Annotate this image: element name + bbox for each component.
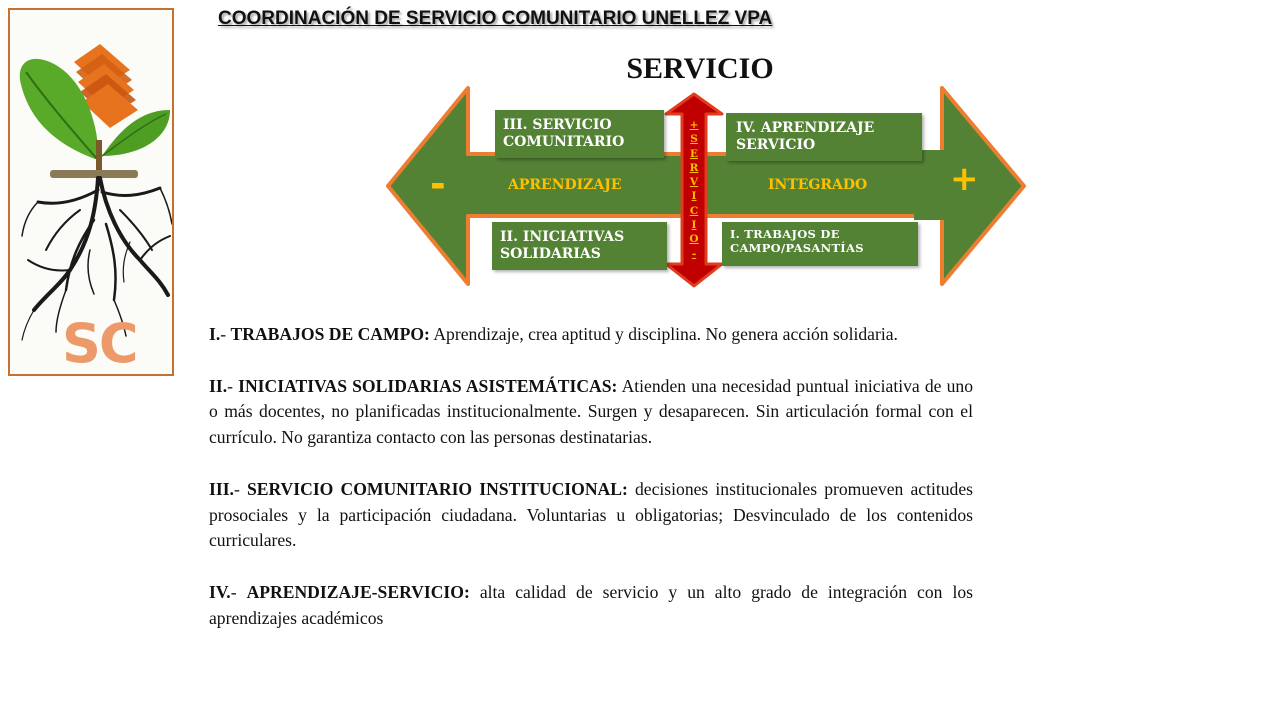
definition-number: I. bbox=[209, 324, 221, 344]
definition-separator: - bbox=[220, 324, 231, 344]
logo-letters: SC bbox=[62, 312, 137, 375]
definition-separator: - bbox=[230, 581, 247, 602]
vertical-letter: + bbox=[689, 119, 699, 131]
vertical-letter: V bbox=[689, 176, 699, 189]
service-diagram bbox=[384, 84, 1028, 294]
definition-item bbox=[209, 580, 973, 632]
definitions-list bbox=[209, 322, 973, 657]
definition-item bbox=[209, 477, 973, 554]
label-integrado: INTEGRADO bbox=[768, 177, 868, 193]
definition-term: SERVICIO COMUNITARIO INSTITUCIONAL: bbox=[246, 478, 628, 499]
definition-text: alta calidad de servicio y un alto grado de integración con los aprendizajes académicos bbox=[209, 581, 973, 628]
definition-text: Atienden una necesidad puntual iniciativa de uno o más docentes, no planificadas institucionalmente. Surgen y desaparecen. Sin articulación formal con el currículo. No garantiza contacto con las personas destinatarias. bbox=[209, 375, 974, 448]
logo-panel bbox=[8, 8, 174, 376]
definition-text: Aprendizaje, crea aptitud y disciplina. No genera acción solidaria. bbox=[429, 324, 898, 344]
definition-term: TRABAJOS DE CAMPO: bbox=[230, 324, 430, 344]
quadrant-iv-box: IV. APRENDIZAJE SERVICIO bbox=[726, 113, 922, 161]
definition-item bbox=[209, 322, 973, 348]
definition-number: III. bbox=[209, 478, 234, 499]
vertical-letter: I bbox=[691, 219, 697, 232]
definition-separator: - bbox=[227, 375, 239, 396]
definition-item bbox=[209, 374, 973, 451]
definition-separator: - bbox=[233, 478, 247, 499]
vertical-servicio-label bbox=[682, 118, 706, 261]
vertical-letter: - bbox=[691, 247, 697, 260]
vertical-letter: I bbox=[691, 190, 697, 203]
definition-number: IV. bbox=[209, 581, 231, 602]
quadrant-ii-box: II. INICIATIVAS SOLIDARIAS bbox=[492, 222, 667, 270]
vertical-letter: E bbox=[689, 147, 698, 160]
definition-term: APRENDIZAJE-SERVICIO: bbox=[246, 581, 470, 602]
page-header: COORDINACIÓN DE SERVICIO COMUNITARIO UNELLEZ VPA bbox=[218, 8, 773, 29]
minus-sign: - bbox=[430, 162, 446, 206]
label-aprendizaje: APRENDIZAJE bbox=[508, 177, 622, 193]
diagram-title: SERVICIO bbox=[626, 52, 774, 85]
definition-text: decisiones institucionales promueven actitudes prosociales y la participación ciudadana. Voluntarias u obligatorias; Desvinculado de los contenidos curriculares. bbox=[209, 478, 974, 551]
definition-term: INICIATIVAS SOLIDARIAS ASISTEMÁTICAS: bbox=[238, 375, 618, 396]
vertical-letter: C bbox=[689, 204, 699, 217]
vertical-letter: O bbox=[689, 233, 699, 246]
vertical-letter: S bbox=[690, 133, 698, 146]
quadrant-i-box: I. TRABAJOS DE CAMPO/PASANTÍAS bbox=[722, 222, 918, 266]
quadrant-iii-box: III. SERVICIO COMUNITARIO bbox=[495, 110, 664, 158]
plus-sign: + bbox=[950, 159, 979, 199]
vertical-letter: R bbox=[689, 161, 699, 174]
definition-number: II. bbox=[209, 375, 228, 396]
